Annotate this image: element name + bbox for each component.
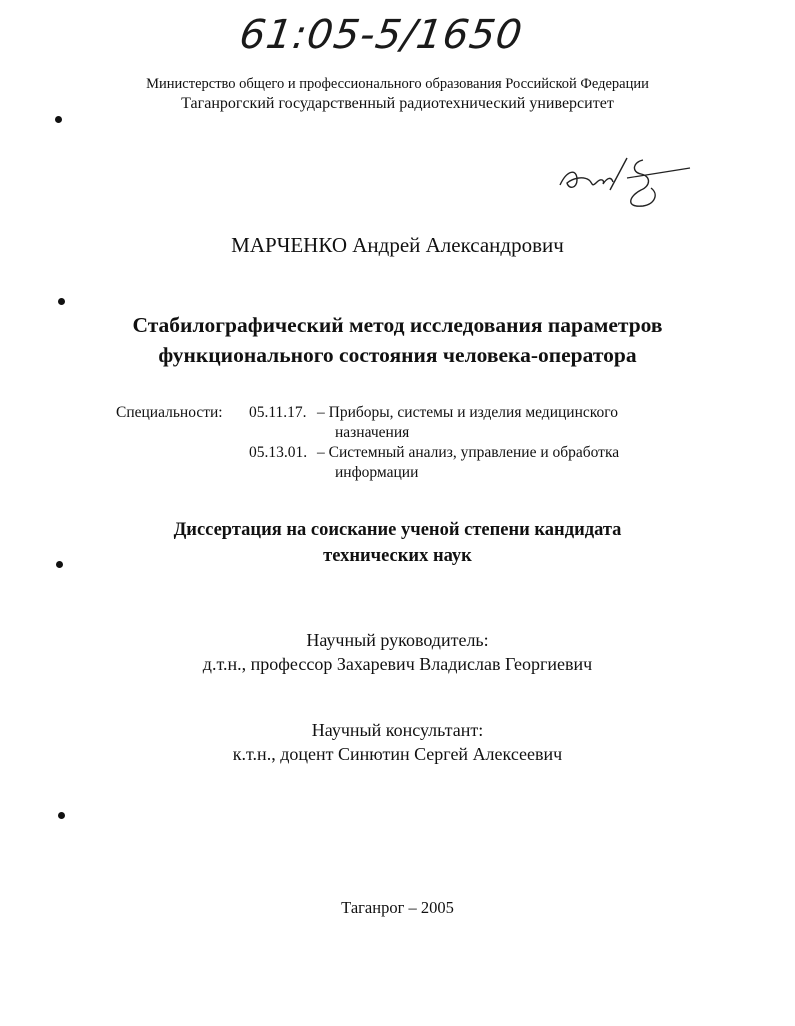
signature-drawing	[555, 150, 700, 210]
thesis-title	[0, 310, 795, 370]
city-year: Таганрог – 2005	[341, 898, 454, 917]
specialties-label: Специальности:	[116, 404, 223, 421]
thesis-title-line-1: Стабилографический метод исследования параметров	[132, 313, 663, 337]
consultant-block	[0, 718, 795, 766]
specialty-code-1: 05.11.17.	[249, 404, 307, 421]
binder-mark-1	[55, 116, 62, 123]
specialty-name-1: – Приборы, системы и изделия медицинского	[317, 404, 618, 421]
supervisor-label: Научный руководитель:	[306, 630, 489, 650]
specialty-name-2: – Системный анализ, управление и обработка	[317, 444, 620, 461]
university-line: Таганрогский государственный радиотехнический университет	[181, 95, 614, 112]
ministry-line: Министерство общего и профессионального образования Российской Федерации	[146, 76, 649, 92]
specialty-name-1-cont: назначения	[335, 424, 410, 441]
binder-mark-2	[58, 298, 65, 305]
consultant-name: к.т.н., доцент Синютин Сергей Алексеевич	[232, 744, 563, 764]
author-name: МАРЧЕНКО Андрей Александрович	[231, 233, 564, 257]
binder-mark-4	[58, 812, 65, 819]
binder-mark-3	[56, 561, 63, 568]
supervisor-block	[0, 628, 795, 676]
thesis-title-line-2: функционального состояния человека-оператора	[158, 343, 637, 367]
consultant-label: Научный консультант:	[311, 720, 484, 740]
specialty-name-2-cont: информации	[335, 464, 419, 481]
dissertation-line-2: технических наук	[323, 546, 472, 566]
specialty-code-2: 05.13.01.	[249, 444, 308, 461]
supervisor-name: д.т.н., профессор Захаревич Владислав Георгиевич	[202, 654, 593, 674]
dissertation-statement	[0, 517, 795, 569]
archive-number-handwritten: 61:05-5/1650	[236, 12, 526, 58]
dissertation-line-1: Диссертация на соискание ученой степени кандидата	[173, 520, 622, 540]
